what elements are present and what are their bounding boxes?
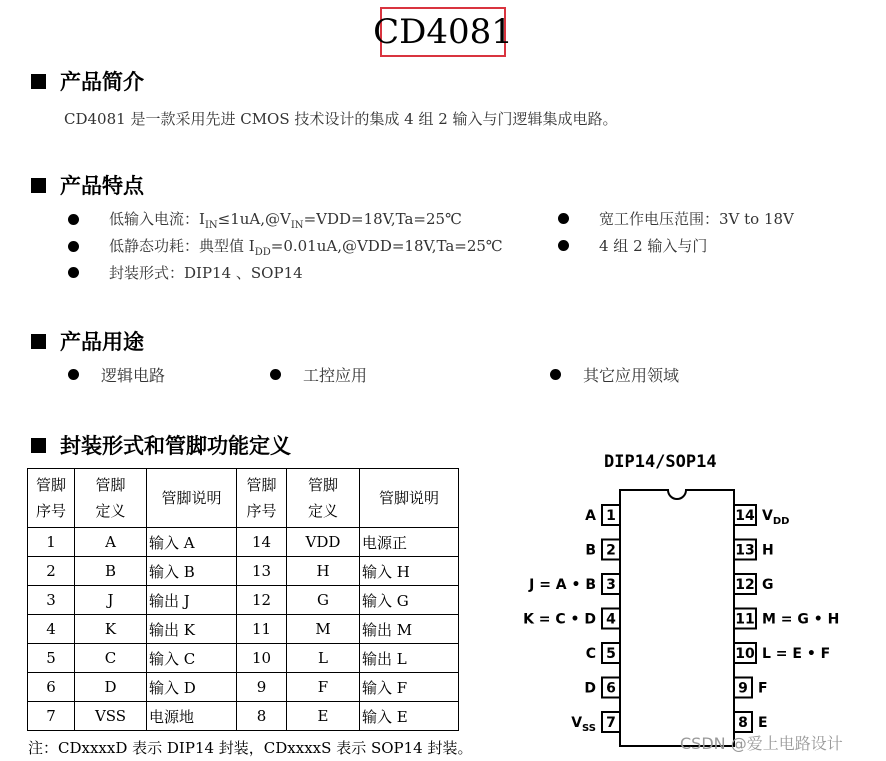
pin-description-cell: 输入 H	[360, 557, 459, 586]
pin-number: 4	[606, 611, 616, 628]
pin-label: A	[585, 508, 596, 524]
bullet-dot-icon	[550, 369, 561, 380]
feature-text: 低静态功耗：典型值 $I_{DD}=0.01uA,@VDD=18V,Ta=25℃$	[109, 237, 503, 258]
pin-number: 11	[735, 611, 755, 628]
pin-number: 10	[735, 646, 755, 662]
table-row	[28, 586, 459, 615]
pin-number-cell: 13	[237, 557, 287, 586]
section-applications-heading	[31, 326, 144, 356]
pin-number-cell: 2	[28, 557, 75, 586]
bullet-dot-icon	[68, 369, 79, 380]
pin-description-cell: 输出 J	[147, 586, 237, 615]
pin-number-cell: 7	[28, 702, 75, 731]
pin-number-cell: 1	[28, 528, 75, 557]
pin-number: 14	[735, 508, 755, 524]
header-pin-definition: 管脚 定义	[287, 469, 360, 528]
pin-definition-cell: B	[75, 557, 147, 586]
section-package-title: 封装形式和管脚功能定义	[60, 434, 291, 458]
intro-text: CD4081 是一款采用先进 CMOS 技术设计的集成 4 组 2 输入与门逻辑集成电路。	[64, 110, 618, 128]
pin-number: 8	[738, 715, 748, 731]
feature-item-2	[558, 208, 794, 229]
pin-label: D	[584, 680, 596, 697]
pin-number-cell: 11	[237, 615, 287, 644]
square-bullet-icon	[31, 438, 46, 453]
pin-label: $V_{SS}$	[571, 715, 596, 734]
pin-description-cell: 输入 A	[147, 528, 237, 557]
pin-label: B	[585, 542, 596, 559]
pin-number-cell: 3	[28, 586, 75, 615]
pin-description-cell: 输出 M	[360, 615, 459, 644]
pin-number-cell: 14	[237, 528, 287, 557]
pin-description-cell: 电源地	[147, 702, 237, 731]
feature-text: 宽工作电压范围：3V to 18V	[599, 210, 794, 228]
pin-definition-cell: VSS	[75, 702, 147, 731]
pin-number-cell: 8	[237, 702, 287, 731]
feature-text: 封装形式：DIP14 、SOP14	[109, 264, 303, 282]
bullet-dot-icon	[68, 214, 79, 225]
bullet-dot-icon	[270, 369, 281, 380]
dip14-pinout-diagram	[500, 480, 886, 761]
pin-description-cell: 输出 L	[360, 644, 459, 673]
pin-description-cell: 输出 K	[147, 615, 237, 644]
pin-number-cell: 6	[28, 673, 75, 702]
pin-definition-cell: G	[287, 586, 360, 615]
feature-item-1	[68, 208, 462, 231]
pin-number: 13	[735, 542, 755, 559]
table-row	[28, 528, 459, 557]
pin-number-cell: 9	[237, 673, 287, 702]
chip-body	[620, 490, 734, 746]
pin-description-cell: 输入 B	[147, 557, 237, 586]
pin-description-cell: 输入 F	[360, 673, 459, 702]
application-item-3: 其它应用领域	[550, 363, 679, 386]
pin-number: 3	[606, 577, 616, 593]
pin-description-cell: 输入 E	[360, 702, 459, 731]
pin-label: M = G • H	[762, 611, 840, 628]
section-intro-title: 产品简介	[60, 70, 144, 94]
diagram-title: DIP14/SOP14	[604, 452, 717, 472]
pin-description-cell: 输入 G	[360, 586, 459, 615]
section-applications-title: 产品用途	[60, 330, 144, 354]
pin-definition-cell: H	[287, 557, 360, 586]
pin-definition-cell: C	[75, 644, 147, 673]
feature-text: 低输入电流：$I_{IN}\le 1uA,@V_{IN}=VDD=18V,Ta=25℃$	[109, 210, 462, 231]
bullet-dot-icon	[68, 241, 79, 252]
pin-definition-cell: F	[287, 673, 360, 702]
table-row	[28, 673, 459, 702]
feature-item-5	[68, 262, 303, 283]
pin-table	[27, 468, 459, 731]
pin-number: 2	[606, 542, 616, 559]
section-package-heading	[31, 430, 291, 460]
pin-definition-cell: K	[75, 615, 147, 644]
pin-description-cell: 电源正	[360, 528, 459, 557]
bullet-dot-icon	[558, 213, 569, 224]
pin-label: $V_{DD}$	[762, 508, 790, 527]
pin-definition-cell: E	[287, 702, 360, 731]
pin-description-cell: 输入 D	[147, 673, 237, 702]
header-pin-description: 管脚说明	[360, 469, 459, 528]
feature-item-4	[558, 235, 707, 256]
pin-number-cell: 10	[237, 644, 287, 673]
pin-definition-cell: M	[287, 615, 360, 644]
pin-number-cell: 5	[28, 644, 75, 673]
pin-description-cell: 输入 C	[147, 644, 237, 673]
pin-label: F	[758, 680, 768, 697]
pin-label: E	[758, 715, 768, 731]
table-row	[28, 615, 459, 644]
square-bullet-icon	[31, 334, 46, 349]
pin-number: 12	[735, 577, 755, 593]
pin-label: L = E • F	[762, 646, 831, 662]
pin-label: C	[585, 646, 596, 662]
header-pin-description: 管脚说明	[147, 469, 237, 528]
feature-item-3	[68, 235, 503, 258]
application-item-2: 工控应用	[270, 363, 367, 386]
application-item-1: 逻辑电路	[68, 363, 165, 386]
section-intro-heading	[31, 66, 144, 96]
pin-definition-cell: A	[75, 528, 147, 557]
pin-label: K = C • D	[523, 611, 596, 628]
section-features-title: 产品特点	[60, 174, 144, 198]
pin-number: 7	[606, 715, 616, 731]
pin-number-cell: 4	[28, 615, 75, 644]
header-pin-number: 管脚 序号	[28, 469, 75, 528]
square-bullet-icon	[31, 178, 46, 193]
pin-definition-cell: D	[75, 673, 147, 702]
header-pin-definition: 管脚 定义	[75, 469, 147, 528]
feature-text: 4 组 2 输入与门	[599, 237, 708, 255]
pin-label: J = A • B	[529, 577, 596, 593]
table-row	[28, 557, 459, 586]
pin-definition-cell: L	[287, 644, 360, 673]
package-note: 注：CDxxxxD 表示 DIP14 封装，CDxxxxS 表示 SOP14 封装。	[28, 739, 473, 757]
square-bullet-icon	[31, 74, 46, 89]
table-row	[28, 702, 459, 731]
section-features-heading	[31, 170, 144, 200]
pin-definition-cell: VDD	[287, 528, 360, 557]
pin-label: G	[762, 577, 774, 593]
header-pin-number: 管脚 序号	[237, 469, 287, 528]
pin-number: 9	[738, 680, 748, 697]
pin-number-cell: 12	[237, 586, 287, 615]
watermark: CSDN @爱上电路设计	[680, 734, 843, 753]
bullet-dot-icon	[558, 240, 569, 251]
bullet-dot-icon	[68, 267, 79, 278]
pin-number: 5	[606, 646, 616, 662]
table-row	[28, 644, 459, 673]
pin-number: 1	[606, 508, 616, 524]
pin-number: 6	[606, 680, 616, 697]
pin-definition-cell: J	[75, 586, 147, 615]
pin-label: H	[762, 542, 774, 559]
table-header-row	[28, 469, 459, 528]
page-title: CD4081	[380, 7, 506, 57]
